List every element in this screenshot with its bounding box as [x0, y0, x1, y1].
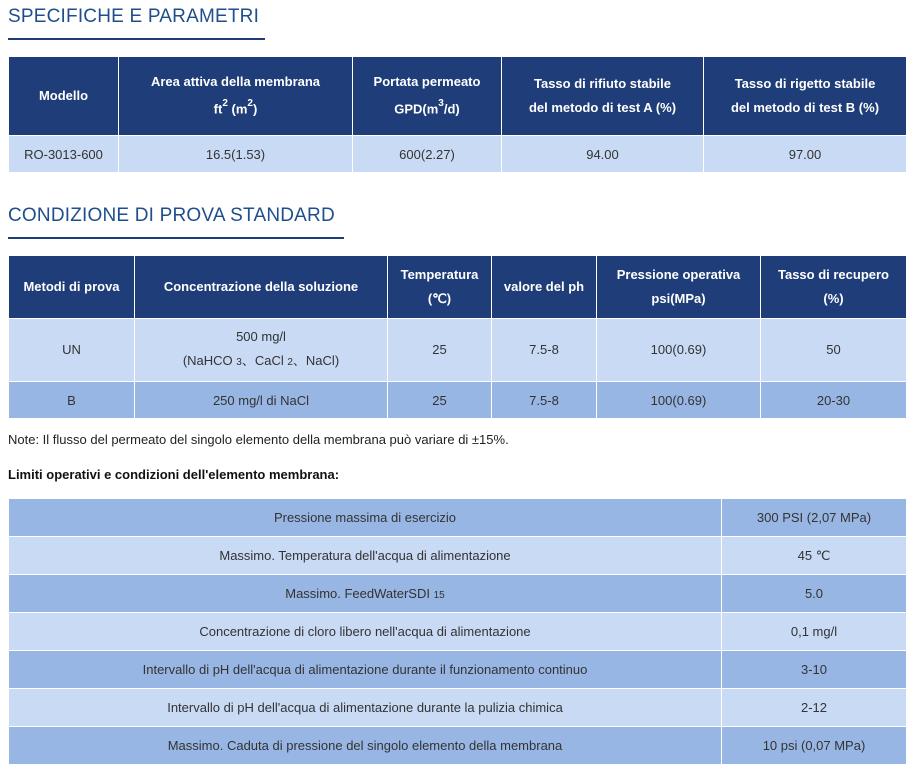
limit-value: 3-10 — [722, 651, 907, 689]
limit-label: Massimo. Caduta di pressione del singolo elemento della membrana — [9, 727, 722, 765]
limit-value: 300 PSI (2,07 MPa) — [722, 499, 907, 537]
cell-temperature: 25 — [388, 382, 492, 419]
header-area: Area attiva della membrana $ft^2$ $(m^2)$ — [119, 57, 353, 136]
limits-heading: Limiti operativi e condizioni dell'elemento membrana: — [8, 467, 340, 482]
limit-value: 10 psi (0,07 MPa) — [722, 727, 907, 765]
cell-recovery: 20-30 — [761, 382, 907, 419]
limit-value: 45 ℃ — [722, 537, 907, 575]
cell-concentration: 500 mg/l (NaHCO 3、CaCl 2、NaCl) — [135, 319, 388, 382]
limit-label: Massimo. Temperatura dell'acqua di alimentazione — [9, 537, 722, 575]
table-row — [9, 382, 907, 419]
specs-table — [8, 56, 907, 173]
table-row — [9, 575, 907, 613]
cell-pressure: 100(0.69) — [597, 382, 761, 419]
flow-note: Note: Il flusso del permeato del singolo elemento della membrana può variare di ±15%. — [8, 432, 509, 447]
table-row — [9, 537, 907, 575]
conditions-header-row — [9, 256, 907, 319]
header-flow: Portata permeato $GPD(m^3/d)$ — [353, 57, 502, 136]
cell-ph: 7.5-8 — [492, 319, 597, 382]
header-concentration: Concentrazione della soluzione — [135, 256, 388, 319]
table-row — [9, 613, 907, 651]
header-model: Modello — [9, 57, 119, 136]
limit-value: 5.0 — [722, 575, 907, 613]
conditions-table — [8, 255, 907, 419]
limits-table — [8, 498, 907, 765]
limit-value: 2-12 — [722, 689, 907, 727]
table-row — [9, 689, 907, 727]
cell-method: UN — [9, 319, 135, 382]
table-row — [9, 499, 907, 537]
table-row — [9, 727, 907, 765]
cell-area: 16.5(1.53) — [119, 136, 353, 173]
section-title-conditions: CONDIZIONE DI PROVA STANDARD — [8, 205, 335, 226]
header-ph: valore del ph — [492, 256, 597, 319]
limit-value: 0,1 mg/l — [722, 613, 907, 651]
header-temperature: Temperatura (℃) — [388, 256, 492, 319]
cell-rejection-a: 94.00 — [502, 136, 704, 173]
limit-label: Intervallo di pH dell'acqua di alimentazione durante il funzionamento continuo — [9, 651, 722, 689]
section-title-specs: SPECIFICHE E PARAMETRI — [8, 6, 260, 27]
table-row — [9, 319, 907, 382]
specs-header-row — [9, 57, 907, 136]
limit-label: Concentrazione di cloro libero nell'acqua di alimentazione — [9, 613, 722, 651]
limit-label: Intervallo di pH dell'acqua di alimentazione durante la pulizia chimica — [9, 689, 722, 727]
header-method: Metodi di prova — [9, 256, 135, 319]
cell-pressure: 100(0.69) — [597, 319, 761, 382]
title-underline — [8, 237, 344, 239]
cell-concentration: 250 mg/l di NaCl — [135, 382, 388, 419]
title-underline — [8, 38, 265, 40]
cell-ph: 7.5-8 — [492, 382, 597, 419]
limit-label: Massimo. FeedWaterSDI 15 — [9, 575, 722, 613]
table-row — [9, 136, 907, 173]
table-row — [9, 651, 907, 689]
header-rejection-b: Tasso di rigetto stabile del metodo di test B (%) — [704, 57, 907, 136]
header-recovery: Tasso di recupero (%) — [761, 256, 907, 319]
cell-method: B — [9, 382, 135, 419]
cell-recovery: 50 — [761, 319, 907, 382]
cell-temperature: 25 — [388, 319, 492, 382]
cell-model: RO-3013-600 — [9, 136, 119, 173]
header-pressure: Pressione operativa psi(MPa) — [597, 256, 761, 319]
header-rejection-a: Tasso di rifiuto stabile del metodo di test A (%) — [502, 57, 704, 136]
limit-label: Pressione massima di esercizio — [9, 499, 722, 537]
cell-flow: 600(2.27) — [353, 136, 502, 173]
cell-rejection-b: 97.00 — [704, 136, 907, 173]
